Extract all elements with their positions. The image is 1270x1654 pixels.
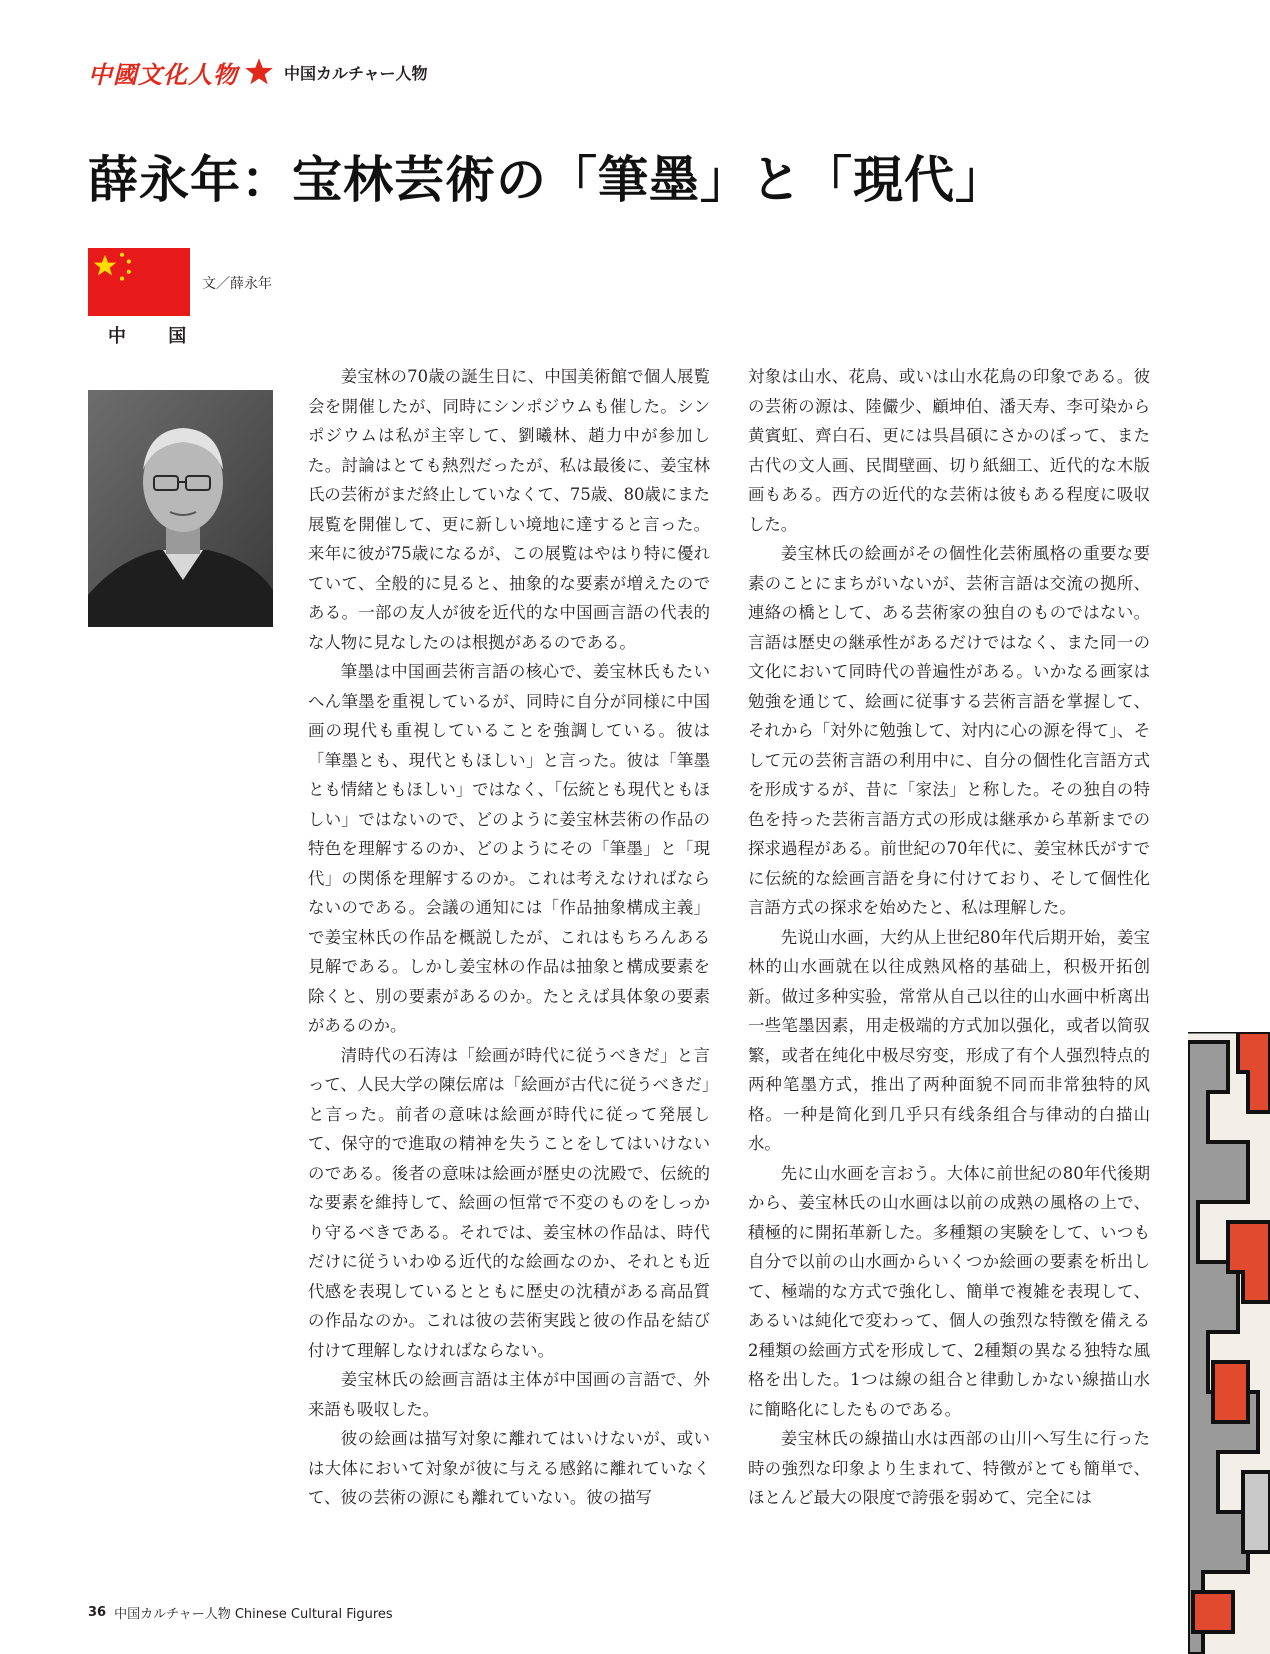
paragraph: 筆墨は中国画芸術言語の核心で、姜宝林氏もたいへん筆墨を重視しているが、同時に自分が同様に中国画の現代も重視していることを強調している。彼は「筆墨とも、現代ともほしい」と言った。彼は「筆墨とも情緒ともほしい」ではなく、「伝統とも現代ともほしい」ではないので、どのように姜宝林芸術の作品の特色を理解するのか、どのようにその「筆墨」と「現代」の関係を理解するのか。これは考えなければならないのである。会議の通知には「作品抽象構成主義」で姜宝林氏の作品を概説したが、これはもちろんある見解である。しかし姜宝林の作品は抽象と構成要素を除くと、別の要素があるのか。たとえば具体象の要素があるのか。 xyxy=(308,662,710,1035)
paragraph: 姜宝林氏の絵画がその個性化芸術風格の重要な要素のことにまちがいないが、芸術言語は交流の拠所、連絡の橋として、ある芸術家の独自のものではない。言語は歴史の継承性があるだけではなく、また同一の文化において同時代の普遍性がある。いかなる画家は勉強を通じて、絵画に従事する芸術言語を掌握して、それから「対外に勉強して、対内に心の源を得て」、そして元の芸術言語の利用中に、自分の個性化言語方式を形成するが、昔に「家法」と称した。その独自の特色を持った芸術言語方式の形成は継承から革新までの探求過程がある。前世紀の70年代に、姜宝林氏がすでに伝統的な絵画言語を身に付けており、そして個性化言語方式の探求を始めたと、私は理解した。 xyxy=(748,544,1150,917)
paragraph: 対象は山水、花鳥、或いは山水花鳥の印象である。彼の芸術の源は、陸儼少、顧坤伯、潘天寿、李可染から黄賓虹、齊白石、更には呉昌碩にさかのぼって、また古代の文人画、民間壁画、切り紙細工、近代的な木版画もある。西方の近代的な芸術は彼もある程度に吸収した。 xyxy=(748,367,1150,534)
paragraph: 彼の絵画は描写対象に離れてはいけないが、或いは大体において対象が彼に与える感銘に離れていなくて、彼の芸術の源にも離れていない。彼の描写 xyxy=(308,1429,710,1507)
page-footer xyxy=(88,1603,393,1622)
china-flag-icon xyxy=(88,248,190,316)
paragraph: 先说山水画，大约从上世纪80年代后期开始，姜宝林的山水画就在以往成熟风格的基础上，积极开拓创新。做过多种实验，常常从自己以往的山水画中析离出一些笔墨因素，用走极端的方式加以强化，或者以简驭繁，或者在纯化中极尽穷变，形成了有个人强烈特点的两种笔墨方式，推出了两种面貌不同而非常独特的风格。一种是简化到几乎只有线条组合与律动的白描山水。 xyxy=(748,927,1150,1153)
paragraph: 姜宝林氏の線描山水は西部の山川へ写生に行った時の強烈な印象より生まれて、特徴がとても簡単で、ほとんど最大の限度で誇張を弱めて、完全には xyxy=(748,1429,1150,1507)
author-portrait xyxy=(88,390,273,627)
magazine-header xyxy=(88,54,428,90)
landscape-painting-fragment xyxy=(1188,1032,1270,1654)
text-column-left xyxy=(308,362,710,1542)
paragraph: 清時代の石涛は「絵画が時代に従うべきだ」と言って、人民大学の陳伝席は「絵画が古代に従うべきだ」と言った。前者の意味は絵画が時代に従って発展して、保守的で進取の精神を失うことをしてはいけないのである。後者の意味は絵画が歴史の沈殿で、伝統的な要素を維持して、絵画の恒常で不変のものをしっかり守るべきである。それでは、姜宝林の作品は、時代だけに従ういわゆる近代的な絵画なのか、それとも近代感を表現しているとともに歴史の沈積がある高品質の作品なのか。これは彼の芸術実践と彼の作品を結び付けて理解しなければならない。 xyxy=(308,1045,710,1360)
text-column-right xyxy=(748,362,1150,1542)
paragraph: 姜宝林の70歳の誕生日に、中国美術館で個人展覧会を開催したが、同時にシンポジウムも催した。シンポジウムは私が主宰して、劉曦林、趙力中が参加した。討論はとても熱烈だったが、私は最後に、姜宝林氏の芸術がまだ終止していなくて、75歳、80歳にまた展覧を開催して、更に新しい境地に達すると言った。来年に彼が75歳になるが、この展覧はやはり特に優れていて、全般的に見ると、抽象的な要素が増えたのである。一部の友人が彼を近代的な中国画言語の代表的な人物に見なしたのは根拠があるのである。 xyxy=(308,367,710,652)
country-label: 中 国 xyxy=(108,326,205,347)
page-number: 36 xyxy=(88,1605,107,1620)
magazine-brand: 中國文化人物 xyxy=(88,60,238,89)
paragraph: 姜宝林氏の絵画言語は主体が中国画の言語で、外来語も吸収した。 xyxy=(308,1370,710,1419)
article-byline: 文／薛永年 xyxy=(202,276,272,292)
red-star-icon xyxy=(244,57,274,87)
section-label: 中国カルチャー人物 xyxy=(284,63,428,83)
publication-name: 中国カルチャー人物 Chinese Cultural Figures xyxy=(114,1607,393,1622)
article-title: 薛永年：宝林芸術の「筆墨」と「現代」 xyxy=(88,150,1006,209)
paragraph: 先に山水画を言おう。大体に前世紀の80年代後期から、姜宝林氏の山水画は以前の成熟の風格の上で、積極的に開拓革新した。多種類の実験をして、いつも自分で以前の山水画からいくつか絵画の要素を析出して、極端的な方式で強化し、簡単で複雑を表現して、あるいは純化で変わって、個人の強烈な特徴を備える2種類の絵画方式を形成して、2種類の異なる独特な風格を出した。1つは線の組合と律動しかない線描山水に簡略化にしたものである。 xyxy=(748,1163,1150,1419)
